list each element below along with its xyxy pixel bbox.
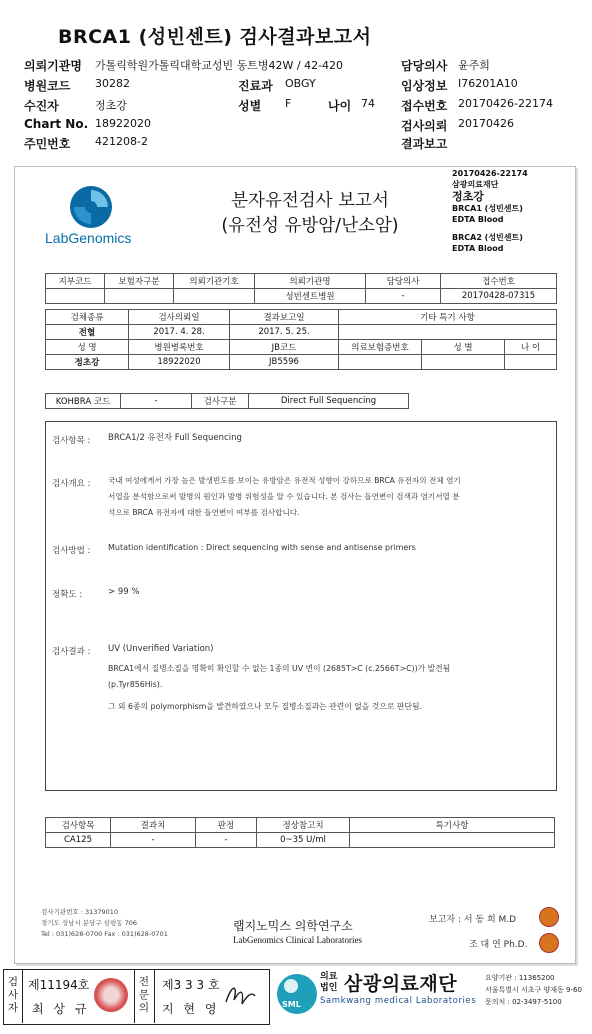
header-value: 74: [361, 97, 375, 110]
overview-line: 국내 여성에게서 가장 높은 발생빈도를 보이는 유방암은 유전적 성향이 강하므로 BRCA 유전자의 전체 염기: [108, 476, 461, 485]
header-key: 담당의사: [401, 59, 448, 73]
item-value: BRCA1/2 유전자 Full Sequencing: [108, 433, 242, 443]
table-header: 기타 특기 사항: [339, 310, 557, 325]
table-cell: 전혈: [46, 325, 129, 340]
table-cell: [105, 289, 174, 304]
table-header: 결과치: [111, 818, 196, 833]
table-cell: CA125: [46, 833, 111, 848]
org-info: [485, 972, 582, 1008]
report-title-1: 분자유전검사 보고서: [231, 191, 389, 211]
header-value: 윤주희: [458, 59, 490, 72]
lab-id: 검사기관번호 : 31379010: [41, 908, 119, 916]
stamp-icon: [94, 978, 128, 1012]
table-cell: JB5596: [230, 355, 339, 370]
table-header: JB코드: [230, 340, 339, 355]
header-value: 20170426: [458, 117, 514, 130]
table-cell: 2017. 5. 25.: [230, 325, 339, 340]
table-header: 검체종류: [46, 310, 129, 325]
table-cell: -: [196, 833, 257, 848]
inspector-license: 제11194호: [28, 978, 90, 992]
table-header: 검사의뢰일: [129, 310, 230, 325]
sml-text: SML: [282, 1000, 301, 1009]
table-header: 성 명: [46, 340, 129, 355]
header-value: 30282: [95, 77, 130, 90]
table-cell: [339, 355, 422, 369]
header-value: OBGY: [285, 77, 316, 90]
table-cell: 0~35 U/ml: [257, 833, 350, 848]
header-value: 20170426-22174: [458, 97, 553, 110]
lab-name-kr: 랩지노믹스 의학연구소: [233, 919, 353, 933]
kohbra-label: KOHBRA 코드: [46, 394, 121, 409]
header-key: 성별: [238, 99, 262, 113]
type-value: Direct Full Sequencing: [249, 394, 409, 409]
result-line: (p.Tyr856His).: [108, 680, 163, 689]
header-key: 의뢰기관명: [24, 59, 82, 73]
test-line: BRCA2 (성빈센트): [452, 233, 523, 242]
table-header: 의뢰기관기호: [174, 274, 255, 289]
org-name-en: Samkwang medical Laboratories: [320, 996, 477, 1006]
result-box: [45, 421, 557, 791]
overview-label: 검사개요 :: [52, 479, 91, 489]
table-header: 특기사항: [350, 818, 555, 833]
header-key: 병원코드: [24, 79, 71, 93]
table-header: 접수번호: [441, 274, 557, 289]
table-cell: [505, 355, 557, 369]
specimen-label: [452, 169, 528, 254]
document-title: BRCA1 (성빈센트) 검사결과보고서: [58, 26, 372, 48]
lab-address: [41, 907, 168, 940]
signature-icon: [222, 982, 258, 1010]
table-cell: [174, 289, 255, 304]
overview-line: 석으로 BRCA 유전자에 대한 돌연변이 여부를 검사합니다.: [108, 508, 300, 517]
reporter-2: 조 대 연 Ph.D.: [469, 940, 528, 950]
header-key: 임상정보: [401, 79, 448, 93]
table-header: 결과보고일: [230, 310, 339, 325]
item-label: 검사항목 :: [52, 436, 91, 446]
accuracy-value: > 99 %: [108, 587, 140, 597]
header-key: 접수번호: [401, 99, 448, 113]
overview-line: 서열을 분석함으로써 발병의 원인과 발병 위험성을 알 수 있습니다. 본 검사는 돌연변이 검색과 염기서열 분: [108, 492, 460, 501]
org-address: 서울특별시 서초구 양재동 9-60: [485, 986, 582, 994]
specialist-name: 지 현 영: [162, 1002, 220, 1016]
header-key: 결과보고: [401, 137, 448, 151]
report-title-2: (유전성 유방암/난소암): [221, 216, 399, 236]
info-table: [45, 273, 557, 304]
header-value: 18922020: [95, 117, 151, 130]
accuracy-label: 정확도 :: [52, 590, 83, 600]
table-header: 의료보험증번호: [339, 340, 422, 354]
table-header: 나 이: [520, 343, 541, 353]
logo-text: LabGenomics: [45, 230, 132, 246]
table-header: 판정: [196, 818, 257, 833]
table-header: 병원병록번호: [129, 340, 230, 355]
specimen-line: EDTA Blood: [452, 243, 504, 253]
inspector-label: 검 사 자: [7, 976, 19, 1014]
header-key: 검사의뢰: [401, 119, 448, 133]
lab-phone: Tel : 031)628-0700 Fax : 031)628-0701: [41, 930, 168, 938]
table-cell: 성빈센트병원: [255, 289, 366, 304]
result-value: UV (Unverified Variation): [108, 644, 214, 654]
header-key: Chart No.: [24, 117, 89, 131]
table-cell: [46, 289, 105, 304]
test-line: BRCA1 (성빈센트): [452, 204, 523, 213]
result-label: 검사결과 :: [52, 647, 91, 657]
labgenomics-logo: [69, 185, 113, 233]
table-header: 보험자구분: [105, 274, 174, 289]
specimen-line: EDTA Blood: [452, 214, 504, 224]
kohbra-value: -: [121, 394, 192, 409]
table-cell: 20170428-07315: [441, 289, 557, 304]
header-value: F: [285, 97, 292, 110]
table-header: 성 별: [422, 340, 505, 354]
inspector-name: 최 상 규: [32, 1002, 90, 1016]
type-label: 검사구분: [192, 394, 249, 409]
table-header: 담당의사: [366, 274, 441, 289]
kohbra-table: [45, 393, 409, 409]
report-paper: [14, 166, 576, 964]
method-value: Mutation identification : Direct sequencing with sense and antisense primers: [108, 543, 416, 552]
specialist-license: 제3 3 3 호: [162, 978, 220, 992]
org-name: 삼광의료재단: [452, 179, 499, 189]
org-code: 요양기관 : 11365200: [485, 974, 555, 982]
header-key: 수진자: [24, 99, 59, 113]
table-header: 지부코드: [46, 274, 105, 289]
marker-table: [45, 817, 555, 848]
header-value: 가톨릭학원가톨릭대학교성빈 동트병42W / 42-420: [95, 59, 344, 72]
table-cell: [339, 325, 557, 340]
table-header: 의뢰기관명: [255, 274, 366, 289]
header-value: 정초강: [95, 99, 127, 112]
header-value: I76201A10: [458, 77, 518, 90]
org-phone: 문의처 : 02-3497-5100: [485, 998, 562, 1006]
receipt-number: 20170426-22174: [452, 169, 528, 178]
lab-name-en: LabGenomics Clinical Laboratories: [233, 935, 362, 945]
date-table: [45, 309, 557, 370]
bottom-strip: [0, 966, 592, 1034]
header-key: 진료과: [238, 79, 273, 93]
sml-logo-icon: [275, 972, 319, 1016]
logo-icon: [69, 185, 113, 229]
table-cell: -: [366, 289, 441, 304]
table-cell: 정초강: [46, 355, 129, 370]
table-header: 검사항목: [46, 818, 111, 833]
result-line: BRCA1에서 질병소질을 명확히 확인할 수 없는 1종의 UV 변이 (2685T>C (c.2566T>C))가 발견됨: [108, 664, 451, 673]
method-label: 검사방법 :: [52, 546, 91, 556]
header-key: 나이: [328, 99, 352, 113]
header-key: 주민번호: [24, 137, 71, 151]
table-header: 정상참고치: [257, 818, 350, 833]
table-cell: 18922020: [129, 355, 230, 370]
table-cell: [350, 833, 555, 848]
table-cell: [422, 355, 505, 369]
table-cell: -: [111, 833, 196, 848]
seal-icon: [539, 933, 559, 953]
specialist-label: 전 문 의: [138, 976, 150, 1014]
lab-street: 경기도 성남시 분당구 삼평동 706: [41, 919, 138, 927]
reporter-1: 보고자 : 서 동 희 M.D: [429, 915, 517, 925]
org-name: 삼광의료재단: [344, 973, 458, 995]
header-value: 421208-2: [95, 135, 148, 148]
seal-icon: [539, 907, 559, 927]
result-line: 그 외 6종의 polymorphism을 발견하였으나 모두 질병소질과는 관련이 없을 것으로 판단됨.: [108, 702, 422, 711]
org-prefix: 의료 법인: [320, 972, 338, 993]
overview-text: [108, 473, 554, 521]
table-cell: 2017. 4. 28.: [129, 325, 230, 340]
sml-logo: [275, 972, 319, 1020]
patient-name: 정초강: [452, 190, 484, 203]
